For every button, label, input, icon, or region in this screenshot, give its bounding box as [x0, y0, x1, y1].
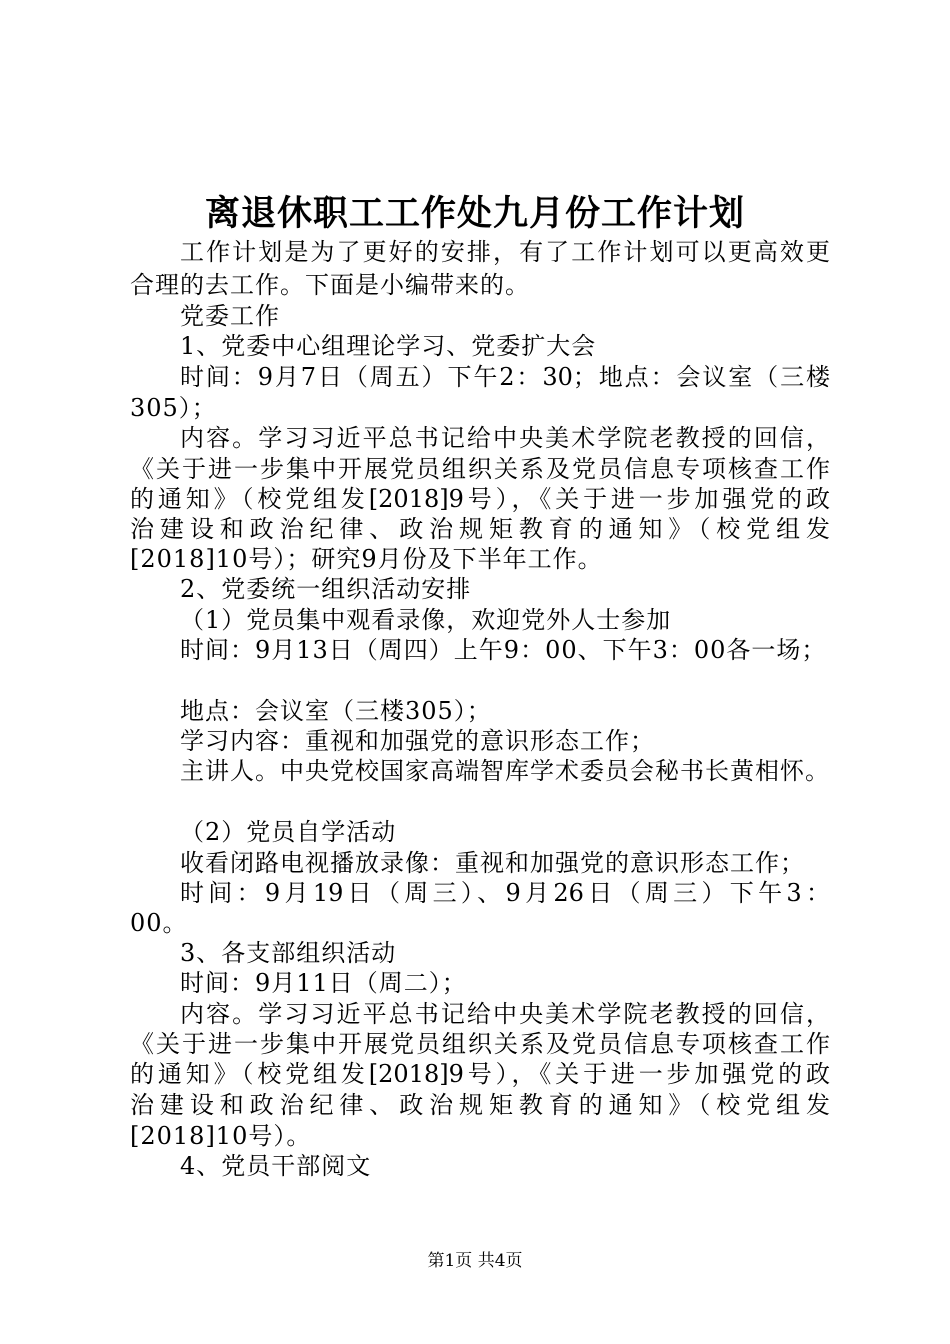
paragraph-line: 时间：9月7日（周五）下午2：30；地点：会议室（三楼	[180, 363, 830, 391]
paragraph-line: 《关于进一步集中开展党员组织关系及党员信息专项核查工作	[130, 1030, 830, 1058]
paragraph-line: 时间：9月13日（周四）上午9：00、下午3：00各一场；	[180, 636, 827, 664]
sub-item-heading: （1）党员集中观看录像，欢迎党外人士参加	[180, 606, 672, 634]
page-number: 第1页 共4页	[427, 1251, 523, 1271]
paragraph-line: 学习内容：重视和加强党的意识形态工作；	[180, 727, 655, 755]
item-heading: 2、党委统一组织活动安排	[180, 575, 472, 603]
document-title: 离退休职工工作处九月份工作计划	[204, 193, 745, 234]
paragraph-line: 内容。学习习近平总书记给中央美术学院老教授的回信，	[180, 1000, 830, 1028]
paragraph-line: 00。	[130, 909, 188, 937]
paragraph-line: 合理的去工作。下面是小编带来的。	[130, 271, 530, 299]
item-heading: 3、各支部组织活动	[180, 939, 397, 967]
paragraph-line: 时间：9月19日（周三）、9月26日（周三）下午3：	[180, 879, 830, 907]
paragraph-line: 时间：9月11日（周二）；	[180, 969, 467, 997]
paragraph-line: [2018]10号）。	[130, 1122, 312, 1150]
paragraph-line: 地点：会议室（三楼305）；	[180, 697, 492, 725]
paragraph-line: 《关于进一步集中开展党员组织关系及党员信息专项核查工作	[130, 455, 830, 483]
paragraph-line: 内容。学习习近平总书记给中央美术学院老教授的回信，	[180, 424, 830, 452]
paragraph-line: 主讲人。中央党校国家高端智库学术委员会秘书长黄相怀。	[180, 757, 830, 785]
section-heading: 党委工作	[180, 302, 280, 330]
sub-item-heading: （2）党员自学活动	[180, 818, 397, 846]
paragraph-line: 治建设和政治纪律、政治规矩教育的通知》（校党组发	[130, 1091, 830, 1119]
item-heading: 4、党员干部阅文	[180, 1152, 372, 1180]
paragraph-line: 工作计划是为了更好的安排，有了工作计划可以更高效更	[180, 238, 830, 266]
item-heading: 1、党委中心组理论学习、党委扩大会	[180, 332, 597, 360]
paragraph-line: 305）；	[130, 394, 217, 422]
paragraph-line: 的通知》（校党组发[2018]9号），《关于进一步加强党的政	[130, 485, 830, 513]
paragraph-line: [2018]10号）；研究9月份及下半年工作。	[130, 545, 603, 573]
paragraph-line: 的通知》（校党组发[2018]9号），《关于进一步加强党的政	[130, 1060, 830, 1088]
paragraph-line: 治建设和政治纪律、政治规矩教育的通知》（校党组发	[130, 515, 830, 543]
paragraph-line: 收看闭路电视播放录像：重视和加强党的意识形态工作；	[180, 849, 805, 877]
